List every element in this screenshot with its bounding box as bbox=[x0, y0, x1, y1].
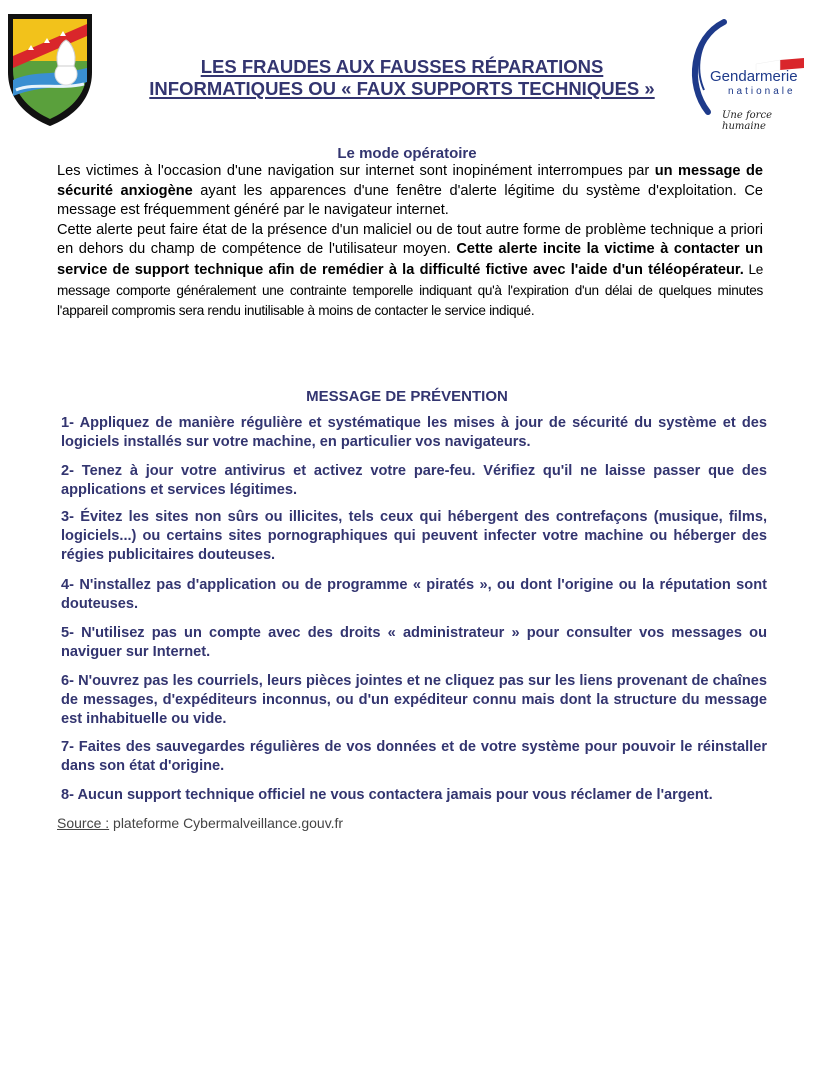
gendarmerie-subtitle: nationale bbox=[728, 86, 796, 97]
page-title bbox=[106, 56, 698, 100]
prevention-item-4: 4- N'installez pas d'application ou de programme « piratés », ou dont l'origine ou la réputation sont douteuses. bbox=[61, 577, 767, 612]
mode-p2-text-end: Le message comporte généralement une contrainte temporelle indiquant qu'à l'expiration d'un délai de quelques minutes l'appareil compromis sera rendu inutilisable à moins de contacter le service indiqué. bbox=[57, 261, 764, 319]
source-text: plateforme Cybermalveillance.gouv.fr bbox=[109, 815, 344, 831]
prevention-item-3: 3- Évitez les sites non sûrs ou illicites, tels ceux qui hébergent des contrefaçons (musique, films, logiciels...) ou certains sites pornographiques qui peuvent infecter votre machine ou héberger des régies publicitaires douteuses. bbox=[61, 509, 767, 563]
prevention-section-title: MESSAGE DE PRÉVENTION bbox=[306, 388, 508, 405]
page-title-line-2: INFORMATIQUES OU « FAUX SUPPORTS TECHNIQUES » bbox=[149, 78, 655, 99]
mode-p1-emphasis: un message de sécurité anxiogène bbox=[57, 163, 763, 199]
mode-p1-text-end: ayant les apparences d'une fenêtre d'alerte légitime du système d'exploitation. Ce message est fréquemment généré par le navigateur internet. bbox=[57, 182, 763, 219]
prevention-item-6: 6- N'ouvrez pas les courriels, leurs pièces jointes et ne cliquez pas sur les liens provenant de chaînes de messages, d'expéditeurs inconnus, ou d'un expéditeur connu mais dont la structure du message est inhabituelle ou vide. bbox=[61, 673, 767, 727]
mode-p1-text: Les victimes à l'occasion d'une navigation sur internet sont inopinément interrompues par bbox=[57, 163, 655, 179]
gendarmerie-wordmark: Gendarmerie bbox=[710, 68, 798, 85]
mode-description bbox=[57, 162, 763, 322]
coat-of-arms-logo bbox=[4, 10, 96, 128]
prevention-item-2: 2- Tenez à jour votre antivirus et activez votre pare-feu. Vérifiez qu'il ne laisse passer que des applications et services légitimes. bbox=[61, 463, 767, 498]
mode-p2-emphasis: Cette alerte incite la victime à contacter un service de support technique afin de remédier à la difficulté fictive avec l'aide d'un téléopérateur. bbox=[57, 241, 763, 278]
prevention-item-5: 5- N'utilisez pas un compte avec des droits « administrateur » pour consulter vos messages ou naviguer sur Internet. bbox=[61, 625, 767, 660]
source-note bbox=[57, 815, 343, 831]
page-title-line-1: LES FRAUDES AUX FAUSSES RÉPARATIONS bbox=[200, 56, 604, 77]
prevention-item-1: 1- Appliquez de manière régulière et systématique les mises à jour de sécurité du système et des logiciels installés sur votre machine, en particulier vos navigateurs. bbox=[61, 415, 767, 450]
gendarmerie-motto: Une force humaine bbox=[722, 110, 772, 132]
mode-p2-text: Cette alerte peut faire état de la présence d'un maliciel ou de tout autre forme de problème technique a priori en dehors du champ de compétence de l'utilisateur moyen. bbox=[57, 221, 763, 258]
prevention-item-8: 8- Aucun support technique officiel ne vous contactera jamais pour vous réclamer de l'argent. bbox=[61, 787, 713, 803]
mode-section-title: Le mode opératoire bbox=[337, 145, 477, 162]
prevention-item-7: 7- Faites des sauvegardes régulières de vos données et de votre système pour pouvoir le réinstaller dans son état d'origine. bbox=[61, 739, 767, 774]
mode-paragraph-2 bbox=[57, 221, 763, 322]
mode-paragraph-1 bbox=[57, 162, 763, 221]
source-label: Source : bbox=[57, 815, 110, 831]
